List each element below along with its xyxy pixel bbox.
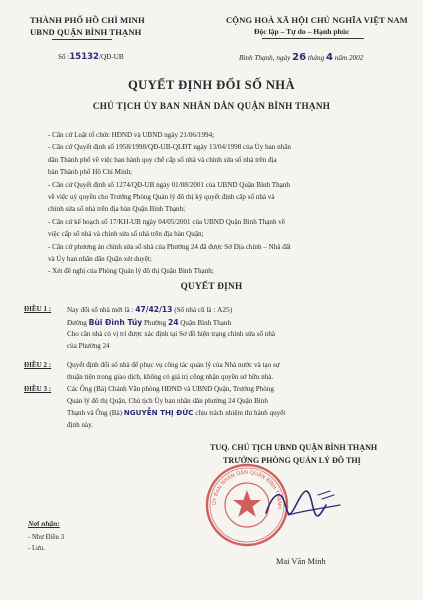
signature-authority: TUQ. CHỦ TỊCH UBND QUẬN BÌNH THẠNH <box>210 443 378 452</box>
article-2-text: Quyết định đổi số nhà để phục vụ công tác quản lý của Nhà nước và tạo sự thuận tiện trong giao dịch, không có giá trị công nhận quyền sở hữu nhà. <box>67 361 280 381</box>
consideration-line: - Căn cứ Quyết định số 1274/QĐ-UB ngày 01/08/2001 của UBND Quận Bình Thạnh <box>48 180 290 189</box>
document-date: Bình Thạnh, ngày 26 tháng 4 năm 2002 <box>239 52 364 63</box>
consideration-line: - Căn cứ kế hoạch số 17/KH-UB ngày 04/05/2001 của UBND Quận Bình Thạnh về <box>48 217 285 226</box>
consideration-line: - Căn cứ phương án chỉnh sửa số nhà của Phường 24 đã được Sở Địa chính – Nhà đất <box>48 242 291 251</box>
consideration-line: - Xét đề nghị của Phòng Quản lý đô thị Quận Bình Thạnh; <box>48 267 214 276</box>
consideration-line: bàn Thành phố Hồ Chí Minh; <box>48 168 133 177</box>
article-1-text: Nay đổi số nhà mới là : 47/42/13 (Số nhà cũ là : A25) Đường Bùi Đình Túy Phường 24 Quận Bình Thạnh Cho căn nhà có vị trí được xác định tại Sơ đồ hiện trạng chỉnh sửa số nhà của Phường 24 <box>67 305 276 350</box>
issuer-city: THÀNH PHỐ HỒ CHÍ MINH <box>30 15 145 25</box>
consideration-line: về việc uỷ quyền cho Trưởng Phòng Quản lý đô thị ký quyết định cấp số nhà và <box>48 193 275 202</box>
article-3-text: Các Ông (Bà) Chánh Văn phòng HĐND và UBND Quận, Trưởng Phòng Quản lý đô thị Quận, Chủ tịch Ủy ban nhân dân phường 24 Quận Bình Thạnh và Ông (Bà) NGUYỄN THỊ ĐỨC chịu trách nhiệm thi hành quyết định này. <box>67 385 286 429</box>
consideration-line: việc cấp số nhà và chỉnh sửa số nhà trên địa bàn Quận; <box>48 230 204 239</box>
recipient-item: - Lưu. <box>28 545 45 552</box>
signer-name: Mai Văn Minh <box>276 557 326 566</box>
article-1-label: ĐIỀU 1 : <box>24 305 52 313</box>
stamp-text: ỦY BAN NHÂN DÂN QUẬN BÌNH THẠNH <box>211 469 283 510</box>
republic-name: CỘNG HOÀ XÃ HỘI CHỦ NGHĨA VIỆT NAM <box>226 15 408 25</box>
handwritten-signature <box>258 475 348 535</box>
consideration-line: - Căn cứ Luật tổ chức HĐND và UBND ngày 21/06/1994; <box>48 131 215 139</box>
consideration-line: dân Thành phố về việc ban hành quy chế cấp số nhà và chỉnh sửa số nhà trên địa <box>48 155 277 164</box>
recipients-label: Nơi nhận: <box>28 519 60 528</box>
considerations-block <box>48 129 291 278</box>
motto: Độc lập – Tự do – Hạnh phúc <box>254 27 350 36</box>
document-number: Số :15132/QĐ-UB <box>58 52 124 62</box>
issuer-district: UBND QUẬN BÌNH THẠNH <box>30 27 142 37</box>
recipients-list <box>28 532 64 554</box>
recipient-item: - Như Điều 3 <box>28 534 64 541</box>
document-title: QUYẾT ĐỊNH ĐỔI SỐ NHÀ <box>127 78 295 92</box>
article-3-label: ĐIỀU 3 : <box>24 385 52 393</box>
decision-heading: QUYẾT ĐỊNH <box>180 281 243 291</box>
signature-position: TRƯỞNG PHÒNG QUẢN LÝ ĐÔ THỊ <box>223 456 361 465</box>
consideration-line: và Ủy ban nhân dân Quận xét duyệt; <box>48 255 152 264</box>
document-subtitle: CHỦ TỊCH ỦY BAN NHÂN DÂN QUẬN BÌNH THẠNH <box>92 101 331 111</box>
article-2-label: ĐIỀU 2 : <box>24 361 52 369</box>
consideration-line: chỉnh sửa số nhà trên địa bàn Quận Bình Thạnh; <box>48 205 186 214</box>
consideration-line: - Căn cứ Quyết định số 1958/1998/QĐ-UB-QLĐT ngày 13/04/1998 của Ủy ban nhân <box>48 143 291 152</box>
